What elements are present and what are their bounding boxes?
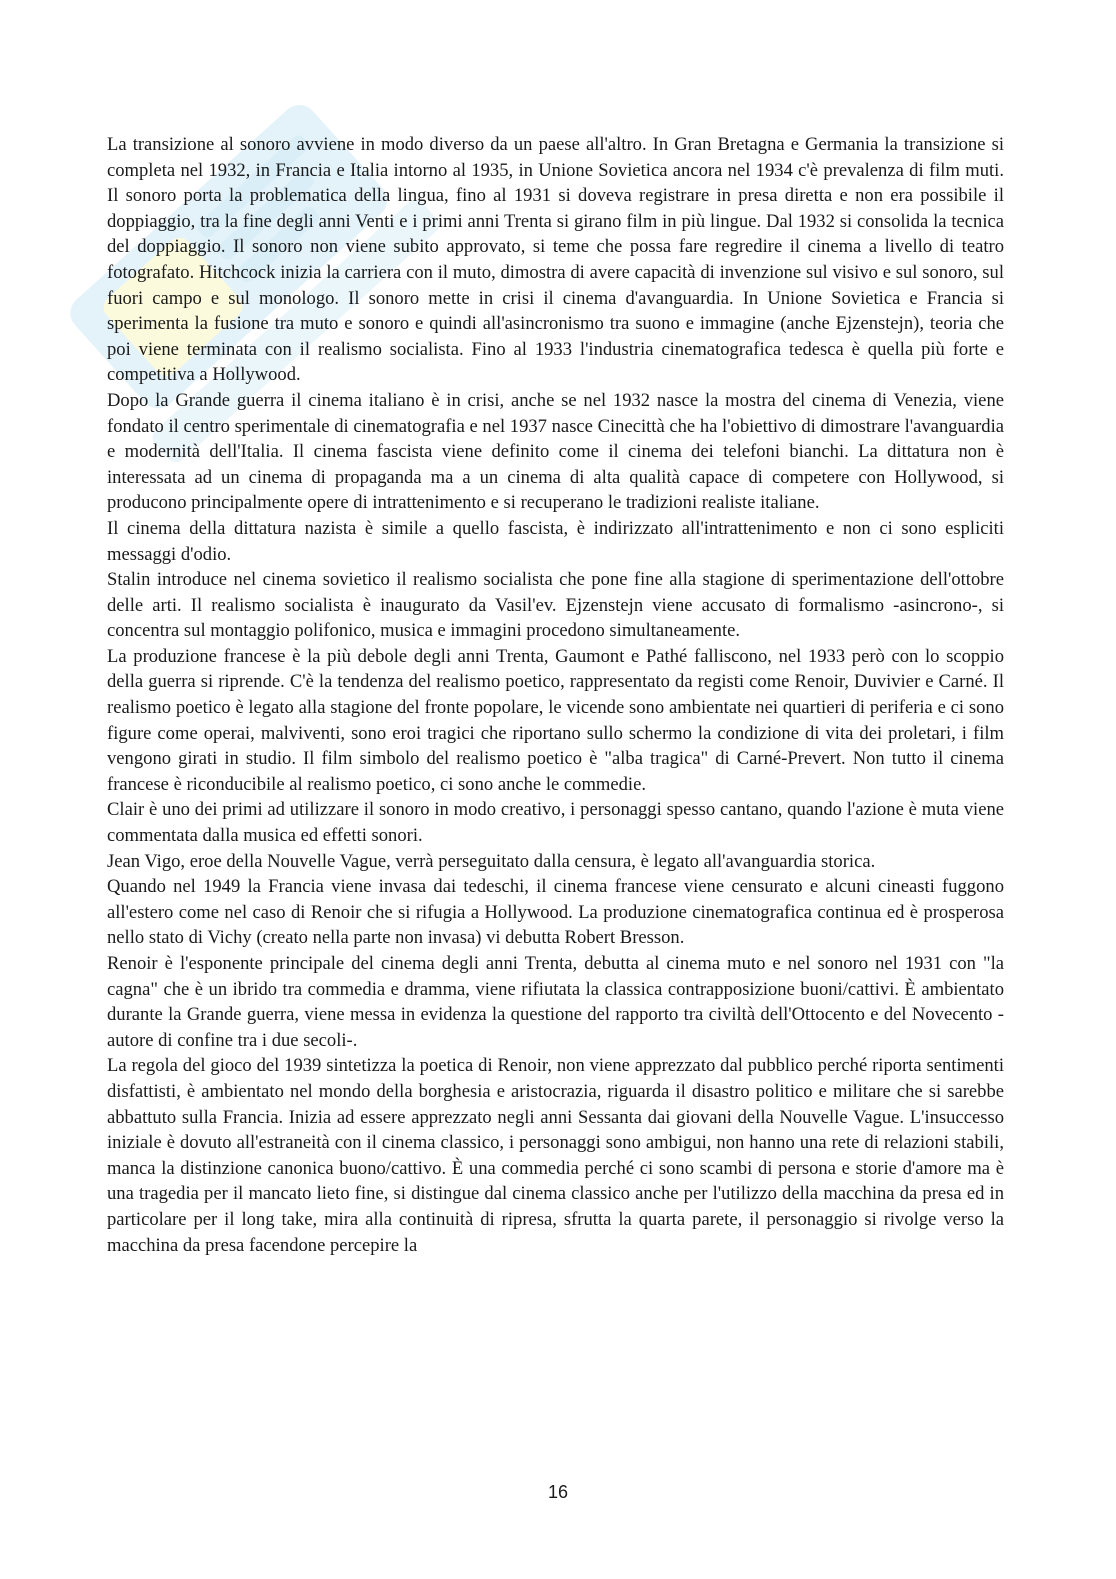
paragraph-french-production: La produzione francese è la più debole degli anni Trenta, Gaumont e Pathé falliscono, nel 1933 però con lo scoppio della guerra si riprende. C'è la tendenza del realismo poetico, rappresentato da registi come Renoir, Duvivier e Carné. Il realismo poetico è legato alla stagione del fronte popolare, le vicende sono ambientate nei quartieri di periferia e ci sono figure come operai, malviventi, sono eroi tragici che riportano sullo schermo la condizione di vita dei proletari, i film vengono girati in studio. Il film simbolo del realismo poetico è "alba tragica" di Carné-Prevert. Non tutto il cinema francese è riconducibile al realismo poetico, ci sono anche le commedie. [107, 645, 1004, 795]
paragraph-italian-cinema: Dopo la Grande guerra il cinema italiano è in crisi, anche se nel 1932 nasce la mostra del cinema di Venezia, viene fondato il centro sperimentale di cinematografia e nel 1937 nasce Cinecittà che ha l'obiettivo di dimostrare l'avanguardia e modernità dell'Italia. Il cinema fascista viene definito come il cinema dei telefoni bianchi. La dittatura non è interessata ad un cinema di propaganda ma a un cinema di alta qualità capace di competere con Hollywood, si producono principalmente opere di intrattenimento e si recuperano le tradizioni realiste italiane. [107, 389, 1004, 514]
paragraph-soviet-cinema: Stalin introduce nel cinema sovietico il realismo socialista che pone fine alla stagione di sperimentazione dell'ottobre delle arti. Il realismo socialista è inaugurato da Vasil'ev. Ejzenstejn viene accusato di formalismo -asincrono-, si concentra sul montaggio polifonico, musica e immagini procedono simultaneamente. [107, 569, 1004, 642]
paragraph-nazi-cinema: Il cinema della dittatura nazista è simile a quello fascista, è indirizzato all'intrattenimento e non ci sono espliciti messaggi d'odio. [107, 517, 1004, 565]
page-number: 16 [547, 1482, 569, 1502]
paragraph-jean-vigo: Jean Vigo, eroe della Nouvelle Vague, verrà perseguitato dalla censura, è legato all'avanguardia storica. [107, 850, 876, 872]
paragraph-sound-transition: La transizione al sonoro avviene in modo diverso da un paese all'altro. In Gran Bretagna e Germania la transizione si completa nel 1932, in Francia e Italia intorno al 1935, in Unione Sovietica ancora nel 1934 c'è prevalenza di film muti. Il sonoro porta la problematica della lingua, fino al 1931 si doveva registrare in presa diretta e non era possibile il doppiaggio, tra la fine degli anni Venti e i primi anni Trenta si girano film in più lingue. Dal 1932 si consolida la tecnica del doppiaggio. Il sonoro non viene subito approvato, si teme che possa fare regredire il cinema a livello di teatro fotografato. Hitchcock inizia la carriera con il muto, dimostra di avere capacità di invenzione sul visivo e sul sonoro, sul fuori campo e sul monologo. Il sonoro mette in crisi il cinema d'avanguardia. In Unione Sovietica e Francia si sperimenta la fusione tra muto e sonoro e quindi all'asincronismo tra suono e immagine (anche Ejzenstejn), teoria che poi viene terminata con il realismo socialista. Fino al 1933 l'industria cinematografica tedesca è quella più forte e competitiva a Hollywood. [107, 134, 1004, 386]
body-text [107, 132, 1004, 1258]
paragraph-renoir: Renoir è l'esponente principale del cinema degli anni Trenta, debutta al cinema muto e nel sonoro nel 1931 con "la cagna" che è un ibrido tra commedia e dramma, viene rifiutata la classica contrapposizione buoni/cattivi. È ambientato durante la Grande guerra, viene messa in evidenza la questione del rapporto tra civiltà dell'Ottocento e del Novecento -autore di confine tra i due secoli-. [107, 953, 1004, 1051]
paragraph-clair: Clair è uno dei primi ad utilizzare il sonoro in modo creativo, i personaggi spesso cantano, quando l'azione è muta viene commentata dalla musica ed effetti sonori. [107, 799, 1004, 847]
paragraph-regola-del-gioco: La regola del gioco del 1939 sintetizza la poetica di Renoir, non viene apprezzato dal pubblico perché riporta sentimenti disfattisti, è ambientato nel mondo della borghesia e aristocrazia, riguarda il disastro politico e militare che si sarebbe abbattuto sulla Francia. Inizia ad essere apprezzato negli anni Sessanta dai giovani della Nouvelle Vague. L'insuccesso iniziale è dovuto all'estraneità con il cinema classico, i personaggi sono ambigui, non hanno una rete di relazioni stabili, manca la distinzione canonica buono/cattivo. È una commedia perché ci sono scambi di persona e storie d'amore ma è una tragedia per il mancato lieto fine, si distingue dal cinema classico anche per l'utilizzo della macchina da presa ed in particolare per il long take, mira alla continuità di ripresa, sfrutta la quarta parete, il personaggio si rivolge verso la macchina da presa facendone percepire la [107, 1055, 1004, 1256]
paragraph-french-occupation: Quando nel 1949 la Francia viene invasa dai tedeschi, il cinema francese viene censurato e alcuni cineasti fuggono all'estero come nel caso di Renoir che si rifugia a Hollywood. La produzione cinematografica continua ed è prosperosa nello stato di Vichy (creato nella parte non invasa) vi debutta Robert Bresson. [107, 876, 1004, 949]
